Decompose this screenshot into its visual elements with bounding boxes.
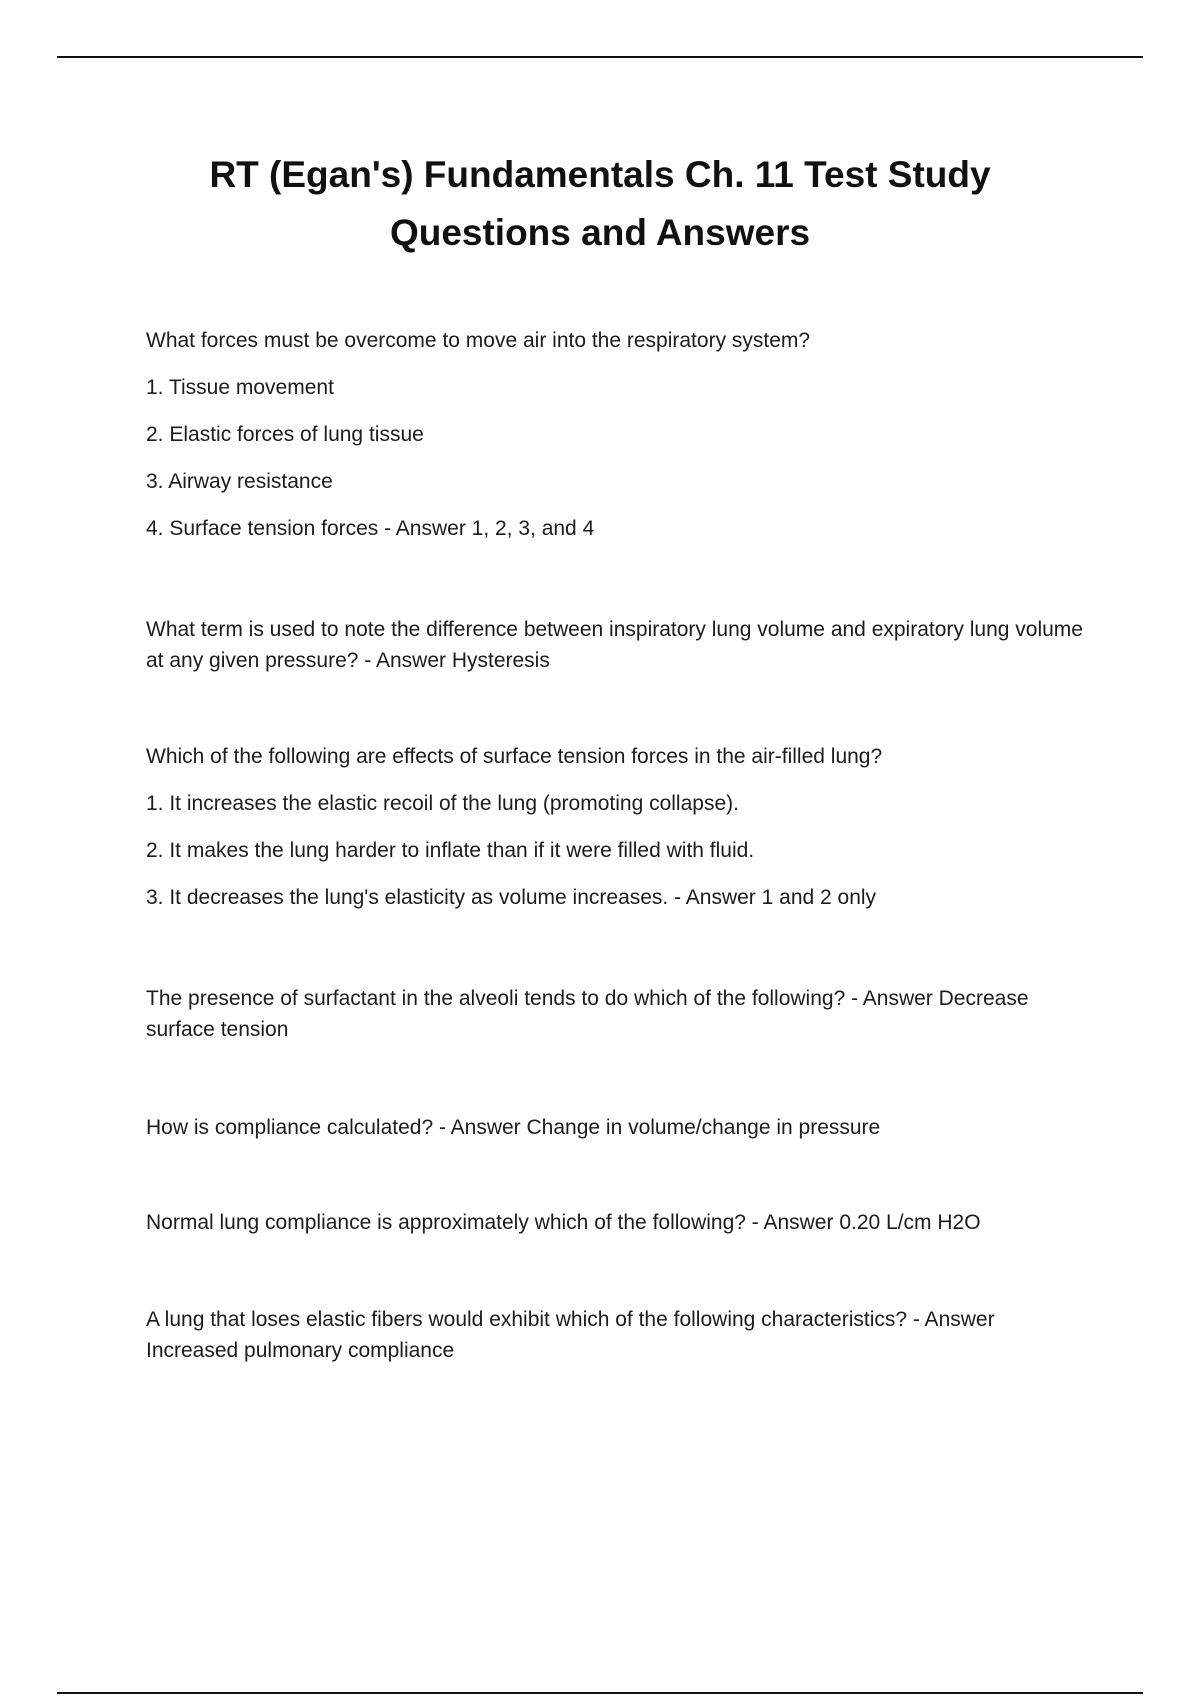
question-text: A lung that loses elastic fibers would exhibit which of the following characteristics? - Answer Increased pulmonary compliance	[146, 1308, 995, 1362]
title-line-2: Questions and Answers	[389, 212, 811, 253]
question-block	[146, 983, 1086, 1045]
header-rule	[57, 56, 1143, 58]
title-line-1: RT (Egan's) Fundamentals Ch. 11 Test Study	[209, 154, 991, 195]
option-line: 3. It decreases the lung's elasticity as volume increases. - Answer 1 and 2 only	[146, 886, 877, 909]
option-line: 1. It increases the elastic recoil of the lung (promoting collapse).	[146, 792, 739, 815]
footer-rule	[57, 1692, 1143, 1694]
question-text: The presence of surfactant in the alveoli tends to do which of the following? - Answer Decrease surface tension	[146, 987, 1029, 1041]
question-text: What forces must be overcome to move air into the respiratory system?	[146, 329, 811, 352]
option-line: 3. Airway resistance	[146, 470, 333, 493]
question-block	[146, 325, 810, 544]
option-line: 1. Tissue movement	[146, 376, 334, 399]
question-text: How is compliance calculated? - Answer Change in volume/change in pressure	[146, 1116, 881, 1139]
question-text: Which of the following are effects of surface tension forces in the air-filled lung?	[146, 745, 883, 768]
question-block	[146, 1112, 880, 1143]
question-block	[146, 741, 882, 913]
option-line: 2. It makes the lung harder to inflate than if it were filled with fluid.	[146, 839, 755, 862]
question-block	[146, 1304, 1086, 1366]
question-block	[146, 614, 1086, 676]
document-title	[120, 146, 1080, 262]
option-line: 2. Elastic forces of lung tissue	[146, 423, 424, 446]
question-block	[146, 1207, 981, 1238]
question-text: What term is used to note the difference between inspiratory lung volume and expiratory lung volume at any given pressure? - Answer Hysteresis	[146, 618, 1083, 672]
option-line: 4. Surface tension forces - Answer 1, 2, 3, and 4	[146, 517, 595, 540]
question-text: Normal lung compliance is approximately which of the following? - Answer 0.20 L/cm H2O	[146, 1211, 981, 1234]
